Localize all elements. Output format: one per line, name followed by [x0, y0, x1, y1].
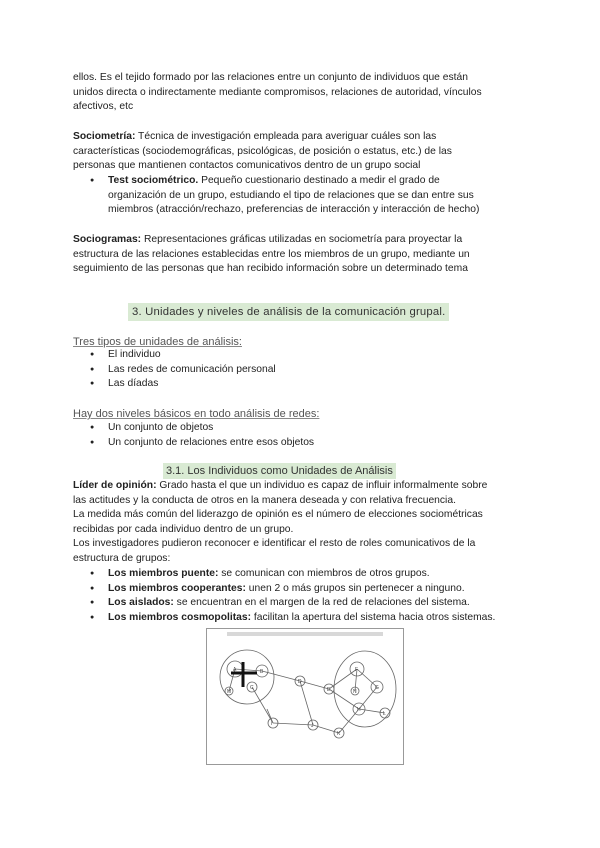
- role-term: Los miembros cosmopolitas:: [108, 611, 252, 623]
- tres-tipos-list: [90, 348, 530, 392]
- section-3-heading: 3. Unidades y niveles de análisis de la comunicación grupal.: [128, 303, 449, 321]
- role-text: se encuentran en el margen de la red de relaciones del sistema.: [173, 597, 470, 609]
- connection-line: [357, 669, 377, 687]
- section-3-1-heading: 3.1. Los Individuos como Unidades de Análisis: [163, 463, 396, 479]
- node-label: D: [298, 679, 302, 685]
- test-sociometrico-line: Pequeño cuestionario destinado a medir el grado de: [198, 175, 440, 186]
- node-label: K: [337, 731, 341, 737]
- niveles-heading: Hay dos niveles básicos en todo análisis de redes:: [73, 408, 320, 420]
- list-item: ● Las díadas: [90, 377, 530, 392]
- connection-line: [262, 671, 300, 681]
- intro-line: afectivos, etc: [73, 101, 134, 113]
- intro-paragraph: [73, 71, 533, 115]
- connection-line: [252, 687, 273, 723]
- node-label: G: [375, 685, 379, 691]
- node-label: N: [353, 689, 357, 695]
- list-item: [90, 567, 530, 582]
- node-label: L: [383, 711, 386, 717]
- role-text: unen 2 o más grupos sin pertenecer a ninguno.: [245, 582, 465, 594]
- group-right-outline: [334, 651, 396, 727]
- connection-line: [313, 725, 339, 733]
- role-term: Los miembros puente:: [108, 568, 219, 579]
- node-label: E: [327, 687, 331, 693]
- list-item: ● El individuo: [90, 348, 530, 363]
- list-item: ● Un conjunto de relaciones entre esos objetos: [90, 436, 530, 451]
- invest-line: Los investigadores pudieron reconocer e identificar el resto de roles comunicativos de la: [73, 538, 476, 550]
- group-left-outline: [220, 650, 274, 704]
- sociogramas-line: Representaciones gráficas utilizadas en sociometría para proyectar la: [141, 234, 463, 245]
- connection-line: [300, 681, 313, 725]
- list-item: [90, 582, 530, 597]
- sociogram-diagram: [207, 629, 403, 764]
- niveles-list: [90, 421, 530, 450]
- sociogramas-line: seguimiento de las personas que han recibido información sobre un determinado tema: [73, 263, 468, 275]
- lider-term: Líder de opinión:: [73, 480, 157, 491]
- node-label: M: [227, 689, 232, 695]
- role-text: se comunican con miembros de otros grupos.: [218, 568, 430, 579]
- sociometria-line: características (sociodemográficas, psicológicas, de posición o estatus, etc.) de las: [73, 145, 452, 157]
- node-label: C: [250, 685, 254, 691]
- node-label: H: [357, 707, 361, 713]
- test-sociometrico-line: miembros (atracción/rechazo, preferencias de interacción y interacción de hecho): [108, 204, 480, 216]
- role-term: Los miembros cooperantes:: [108, 582, 246, 594]
- list-item: [90, 611, 530, 626]
- tres-tipos-heading: Tres tipos de unidades de análisis:: [73, 336, 242, 348]
- sociogramas-paragraph: [73, 233, 533, 277]
- sociogramas-term: Sociogramas:: [73, 234, 142, 245]
- medida-line: recibidas por cada individuo dentro de un grupo.: [73, 523, 294, 535]
- test-sociometrico-term: Test sociométrico.: [108, 175, 199, 186]
- intro-line: unidos directa o indirectamente mediante compromisos, relaciones de autoridad, vínculos: [73, 86, 482, 98]
- sociometria-paragraph: [73, 130, 533, 174]
- node-label: J: [311, 723, 314, 729]
- sociometria-line: personas que mantienen contactos comunicativos dentro de un grupo social: [73, 160, 421, 172]
- lider-line: las actitudes y la conducta de otros en la manera deseada y con relativa frecuencia.: [73, 494, 456, 506]
- connection-line: [329, 669, 357, 689]
- lider-line: Grado hasta el que un individuo es capaz de influir informalmente sobre: [156, 480, 488, 491]
- sociometria-term: Sociometría:: [73, 131, 136, 142]
- roles-list: [90, 567, 530, 625]
- list-item: [90, 596, 530, 611]
- node-label: A: [233, 667, 237, 673]
- intro-line: ellos. Es el tejido formado por las relaciones entre un conjunto de individuos que están: [73, 72, 468, 83]
- test-sociometrico-line: organización de un grupo, estudiando el tipo de relaciones que se dan entre sus: [108, 189, 474, 201]
- connection-line: [300, 681, 329, 689]
- list-item: ● Las redes de comunicación personal: [90, 363, 530, 378]
- medida-line: La medida más común del liderazgo de opinión es el número de elecciones sociométricas: [73, 509, 483, 521]
- node-label: I: [271, 721, 273, 727]
- connection-line: [235, 669, 262, 671]
- connection-line: [273, 723, 313, 725]
- sociogram-figure: [206, 628, 404, 765]
- role-text: facilitan la apertura del sistema hacia otros sistemas.: [251, 611, 496, 623]
- connection-line: [339, 709, 359, 733]
- list-item: ● Un conjunto de objetos: [90, 421, 530, 436]
- test-sociometrico-bullet: [90, 174, 530, 218]
- sociogramas-line: estructura de las relaciones establecidas entre los miembros de un grupo, mediante un: [73, 248, 470, 260]
- node-label: B: [260, 669, 264, 675]
- sociometria-line: Técnica de investigación empleada para averiguar cuáles son las: [135, 131, 437, 142]
- role-term: Los aislados:: [108, 597, 174, 609]
- invest-line: estructura de grupos:: [73, 552, 171, 564]
- node-label: F: [355, 667, 359, 673]
- lider-paragraph: [73, 479, 533, 567]
